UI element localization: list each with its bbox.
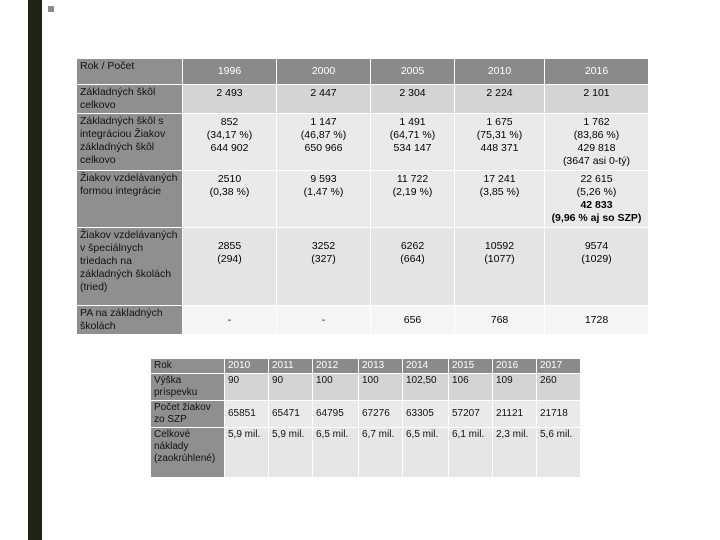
table-cell: - [277,306,371,335]
table-cell: 90 [269,374,313,401]
year-header: 2017 [537,359,581,374]
table-cell: 21718 [537,401,581,428]
table-cell: 5,9 mil. [225,428,269,478]
table-cell: 90 [225,374,269,401]
year-header: 2010 [225,359,269,374]
table-row [77,85,649,114]
table-cell: 1 147 (46,87 %) 650 966 [277,114,371,171]
table-cell: 1728 [545,306,649,335]
table-cell: 5,9 mil. [269,428,313,478]
table-row [151,401,581,428]
table-cell: 106 [449,374,493,401]
year-header: 2014 [403,359,449,374]
table-cell: 21121 [493,401,537,428]
table-cell: 2 493 [183,85,277,114]
table-cell: 260 [537,374,581,401]
table-cell: 9 593 (1,47 %) [277,171,371,228]
table-cell: 3252 (327) [277,228,371,306]
table-cell: 2,3 mil. [493,428,537,478]
table-cell: 852 (34,17 %) 644 902 [183,114,277,171]
table-cell: 65851 [225,401,269,428]
table-cell: 102,50 [403,374,449,401]
table-cell: 100 [359,374,403,401]
year-header: 2016 [545,59,649,85]
year-header: 2015 [449,359,493,374]
table-cell: 6,1 mil. [449,428,493,478]
table-cell: 656 [371,306,455,335]
table-cell: 768 [455,306,545,335]
year-header: 2005 [371,59,455,85]
table-row [77,171,649,228]
table-cell: - [183,306,277,335]
row-label: Základných škôl s integráciou Žiakov základných škôl celkovo [77,114,183,171]
year-header: 2012 [313,359,359,374]
table-cell: 2 447 [277,85,371,114]
table-row [151,428,581,478]
table-header-row [77,59,649,85]
year-header: 2011 [269,359,313,374]
table-cell: 6,5 mil. [403,428,449,478]
table-cell: 2 304 [371,85,455,114]
table-cell: 1 762 (83,86 %) 429 818 (3647 asi 0-tý) [545,114,649,171]
row-label: Celkové náklady (zaokrúhlené) [151,428,225,478]
year-header: 1996 [183,59,277,85]
row-label: Základných škôl celkovo [77,85,183,114]
table-cell: 22 615 (5,26 %) 42 833 (9,96 % aj so SZP) [545,171,649,228]
table-cell: 65471 [269,401,313,428]
table-cell: 9574 (1029) [545,228,649,306]
corner-header: Rok / Počet [77,59,183,85]
table-cell: 6262 (664) [371,228,455,306]
row-label: Žiakov vzdelávaných v špeciálnych triedach na základných školách (tried) [77,228,183,306]
table-row [151,374,581,401]
year-header: 2010 [455,59,545,85]
table-cell: 109 [493,374,537,401]
table-cell: 2 224 [455,85,545,114]
table-cell: 11 722 (2,19 %) [371,171,455,228]
year-header: 2016 [493,359,537,374]
left-accent-bar [28,0,42,540]
table-cell: 2510 (0,38 %) [183,171,277,228]
row-label: PA na základných školách [77,306,183,335]
table-cell: 64795 [313,401,359,428]
row-label: Žiakov vzdelávaných formou integrácie [77,171,183,228]
table-cell: 1 675 (75,31 %) 448 371 [455,114,545,171]
table-cell: 2 101 [545,85,649,114]
table-cell: 1 491 (64,71 %) 534 147 [371,114,455,171]
slide-bullet-marker [48,6,54,12]
table-cell: 6,5 mil. [313,428,359,478]
table-row [77,306,649,335]
table-row [77,228,649,306]
table-cell: 5,6 mil. [537,428,581,478]
contribution-table [150,358,581,478]
row-label: Výška príspevku [151,374,225,401]
table-cell: 17 241 (3,85 %) [455,171,545,228]
year-header: 2013 [359,359,403,374]
schools-statistics-table [76,58,649,335]
table-cell: 2855 (294) [183,228,277,306]
table-cell: 100 [313,374,359,401]
table-cell: 67276 [359,401,403,428]
table-cell: 63305 [403,401,449,428]
table-cell: 57207 [449,401,493,428]
year-header: 2000 [277,59,371,85]
corner-header: Rok [151,359,225,374]
row-label: Počet žiakov zo SZP [151,401,225,428]
table-header-row [151,359,581,374]
table-cell: 6,7 mil. [359,428,403,478]
table-row [77,114,649,171]
table-cell: 10592 (1077) [455,228,545,306]
